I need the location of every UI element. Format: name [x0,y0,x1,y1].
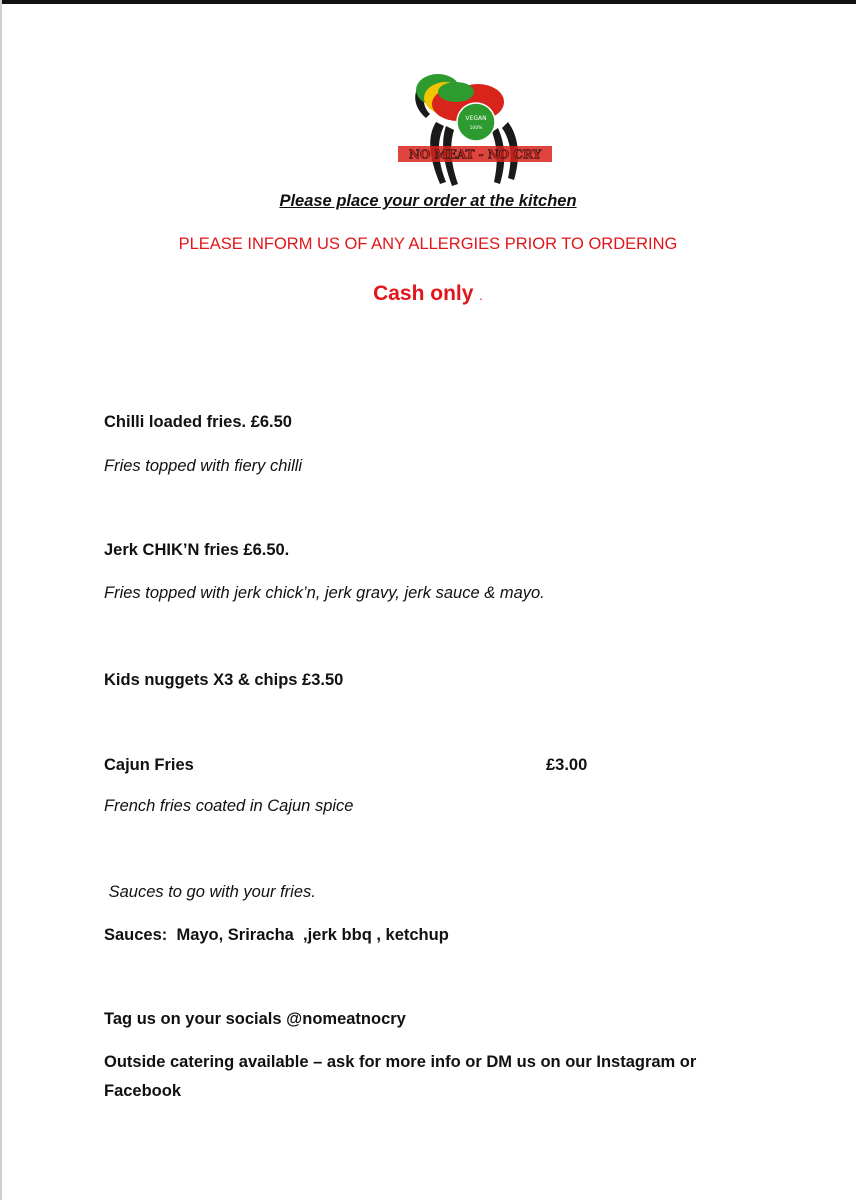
socials-tag-line: Tag us on your socials @nomeatnocry [104,1010,406,1028]
menu-item-cajun-fries-desc: French fries coated in Cajun spice [104,797,354,815]
svg-text:VEGAN: VEGAN [465,115,487,122]
menu-item-chilli-fries-desc: Fries topped with fiery chilli [104,457,303,475]
allergy-notice: PLEASE INFORM US OF ANY ALLERGIES PRIOR TO ORDERING [178,235,678,253]
logo-banner [398,146,552,162]
menu-item-jerk-fries-title: Jerk CHIK’N fries £6.50. [104,541,290,559]
page-top-border [0,0,856,4]
no-meat-no-cry-logo [396,68,560,192]
cash-only-text: Cash only [373,282,474,305]
menu-item-chilli-fries-title: Chilli loaded fries. £6.50 [104,413,292,431]
page-left-border [0,0,2,1200]
sauces-intro: Sauces to go with your fries. [104,883,316,901]
order-instruction: Please place your order at the kitchen [279,192,577,210]
cash-only-dot: . [479,288,483,303]
menu-item-cajun-fries-price: £3.00 [546,756,588,774]
sauces-list: Sauces: Mayo, Sriracha ,jerk bbq , ketchup [104,926,449,944]
svg-text:NO MEAT - NO CRY: NO MEAT - NO CRY [408,147,542,162]
menu-item-kids-nuggets-title: Kids nuggets X3 & chips £3.50 [104,671,344,689]
catering-line-1: Outside catering available – ask for more info or DM us on our Instagram or [104,1053,697,1071]
catering-line-2: Facebook [104,1082,182,1100]
svg-text:100%: 100% [469,126,483,131]
vegan-badge [457,103,495,141]
cash-only-notice [0,282,856,306]
menu-item-jerk-fries-desc: Fries topped with jerk chick’n, jerk gravy, jerk sauce & mayo. [104,584,545,602]
menu-item-cajun-fries-title: Cajun Fries [104,756,194,774]
